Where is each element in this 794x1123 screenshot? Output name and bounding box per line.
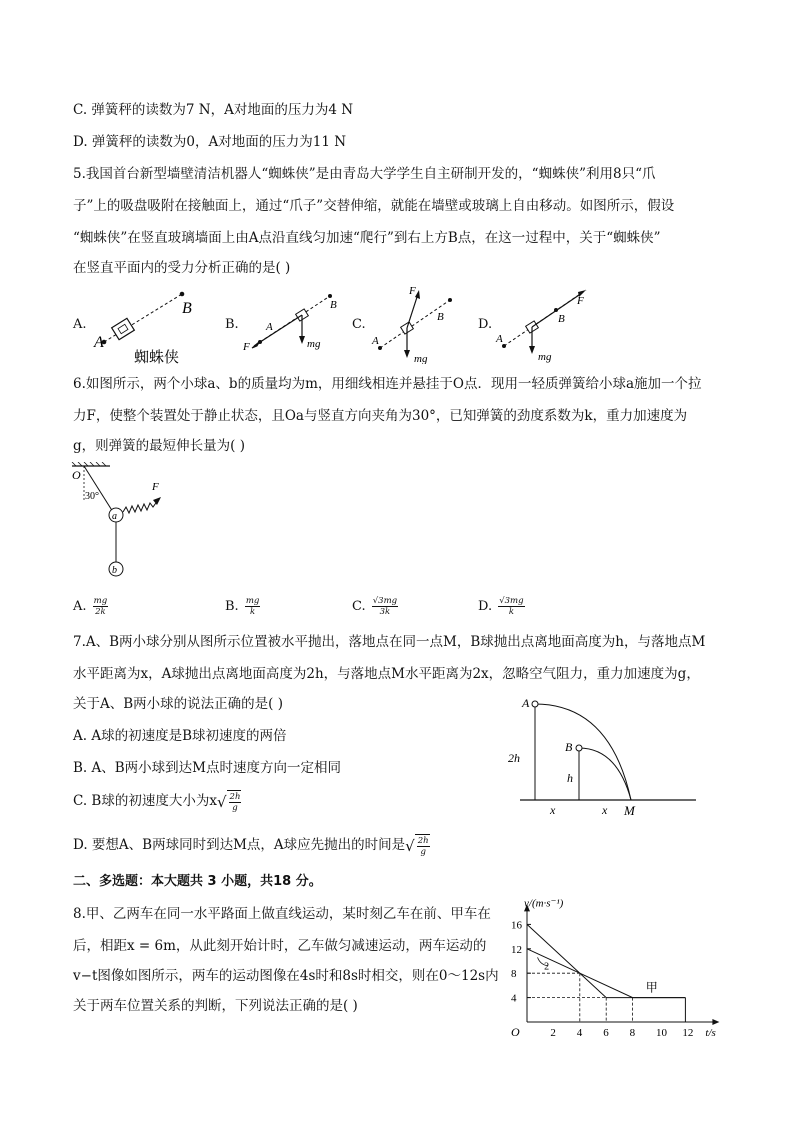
q6-point-o: O <box>72 468 81 482</box>
q5-figure-b <box>240 290 345 360</box>
q6-option-a: A. $\frac{mg}{2k}$ <box>73 596 108 617</box>
q7-stem-line2: 水平距离为x，A球抛出点离地面高度为2h，与落地点M水平距离为2x，忽略空气阻力，重力加速度为g， <box>73 666 700 682</box>
q4-option-c: C. 弹簧秤的读数为7 N，A对地面的压力为4 N <box>73 102 354 118</box>
q7-option-b: B. A、B两小球到达M点时速度方向一定相同 <box>73 760 341 776</box>
q5-stem-line4: 在竖直平面内的受力分析正确的是( ) <box>73 260 291 276</box>
q4-option-d: D. 弹簧秤的读数为0，A对地面的压力为11 N <box>73 134 347 150</box>
series-label-jia: 甲 <box>645 980 658 995</box>
q6-ball-a: a <box>112 511 117 522</box>
q6-stem-line2: 力F，使整个装置处于静止状态，且Oa与竖直方向夹角为30°，已知弹簧的劲度系数为k，重力加速度为 <box>73 408 688 424</box>
q5-option-c-label: C. <box>352 317 366 332</box>
q5-a-point-a: A <box>94 334 104 351</box>
q7-stem-line3: 关于A、B两小球的说法正确的是( ) <box>73 696 283 712</box>
q8-stem-line2: 后，相距x = 6m，从此刻开始计时，乙车做匀减速运动，两车运动的 <box>73 938 487 954</box>
q5-figure-d <box>494 282 604 364</box>
q7-dist-x2: x <box>602 803 608 817</box>
q8-stem-line1: 8.甲、乙两车在同一水平路面上做直线运动，某时刻乙车在前、甲车在 <box>73 906 491 922</box>
y-tick-label: 4 <box>511 992 517 1005</box>
angle-label: 2 <box>544 961 550 973</box>
q7-height-h: h <box>567 771 573 785</box>
q7-option-c: C. B球的初速度大小为x √ $\frac{2h}{g}$ <box>73 792 241 813</box>
series-line-jia <box>527 949 685 998</box>
q6-force-f: F <box>152 481 159 493</box>
section-2-heading: 二、多选题：本大题共 3 小题，共18 分。 <box>73 874 322 889</box>
q5-option-d-label: D. <box>478 317 493 332</box>
spider-label: 蜘蛛侠 <box>134 350 180 366</box>
svg-text:A: A <box>372 335 379 347</box>
q5-a-point-b: B <box>182 300 192 317</box>
series-line-yi <box>527 924 685 997</box>
q5-figure-c <box>368 282 468 364</box>
q5-stem-line2: 子”上的吸盘吸附在接触面上，通过“爪子”交替伸缩，就能在墙壁或玻璃上自由移动。如图所示，假设 <box>73 198 675 214</box>
x-tick-label: 8 <box>629 1027 636 1039</box>
svg-text:B: B <box>558 313 565 325</box>
x-tick-label: 4 <box>576 1027 583 1039</box>
q6-angle: 30° <box>85 491 99 502</box>
x-axis-arrow <box>712 1019 719 1025</box>
q7-point-m: M <box>624 803 635 818</box>
q5-option-b-label: B. <box>225 317 239 332</box>
svg-text:mg: mg <box>307 338 321 350</box>
svg-text:mg: mg <box>414 353 428 364</box>
origin-label: O <box>511 1025 520 1039</box>
q7-stem-line1: 7.A、B两小球分别从图所示位置被水平抛出，落地点在同一点M，B球抛出点离地面高度为h，与落地点M <box>73 634 706 650</box>
q6-option-d: D. $\frac{√3mg}{k}$ <box>478 596 524 617</box>
q7-dist-x1: x <box>550 803 556 817</box>
y-tick-label: 16 <box>511 919 522 932</box>
x-tick-label: 10 <box>656 1027 667 1039</box>
q5-figure-a <box>90 282 200 366</box>
y-tick-label: 12 <box>511 943 522 956</box>
q7-height-2h: 2h <box>508 751 520 765</box>
q7-ball-a: A <box>522 696 530 710</box>
q5-option-a-label: A. <box>73 317 87 332</box>
y-axis-label: v/(m·s⁻¹) <box>524 897 564 910</box>
q8-stem-line4: 关于两车位置关系的判断，下列说法正确的是( ) <box>73 998 358 1014</box>
x-tick-label: 2 <box>550 1027 556 1039</box>
svg-text:F: F <box>577 295 584 307</box>
q8-stem-line3: v−t图像如图所示，两车的运动图像在4s时和8s时相交，则在0～12s内 <box>73 968 499 984</box>
q5-stem-line3: “蜘蛛侠”在竖直玻璃墙面上由A点沿直线匀加速“爬行”到右上方B点，在这一过程中，关于“蜘蛛侠” <box>73 230 661 246</box>
q6-figure <box>68 462 178 582</box>
x-tick-label: 12 <box>682 1027 694 1039</box>
svg-text:A: A <box>266 321 273 333</box>
svg-text:B: B <box>330 299 337 311</box>
q6-option-b: B. $\frac{mg}{k}$ <box>225 596 260 617</box>
x-tick-label: 6 <box>603 1027 609 1039</box>
q6-ball-b: b <box>112 565 117 576</box>
q6-option-c: C. $\frac{√3mg}{3k}$ <box>352 596 398 617</box>
svg-text:A: A <box>496 333 503 345</box>
y-tick-label: 8 <box>511 968 517 981</box>
svg-text:F: F <box>409 285 416 297</box>
svg-text:mg: mg <box>538 351 552 363</box>
q7-figure <box>500 690 700 818</box>
q7-option-a: A. A球的初速度是B球初速度的两倍 <box>73 728 287 744</box>
q6-stem-line3: g，则弹簧的最短伸长量为( ) <box>73 438 245 454</box>
q7-ball-b: B <box>565 740 573 754</box>
svg-text:F: F <box>243 341 250 353</box>
q6-stem-line1: 6.如图所示，两个小球a、b的质量均为m，用细线相连并悬挂于O点．现用一轻质弹簧给小球a施加一个拉 <box>73 376 702 392</box>
q8-vt-chart <box>505 895 735 1045</box>
q5-stem-line1: 5.我国首台新型墙壁清洁机器人“蜘蛛侠”是由青岛大学学生自主研制开发的，“蜘蛛侠”利用8只“爪 <box>73 166 656 182</box>
x-axis-label: t/s <box>705 1027 716 1039</box>
svg-text:B: B <box>437 311 444 323</box>
q7-option-d: D. 要想A、B两球同时到达M点，A球应先抛出的时间是 √ $\frac{2h}{g}$ <box>73 836 429 857</box>
